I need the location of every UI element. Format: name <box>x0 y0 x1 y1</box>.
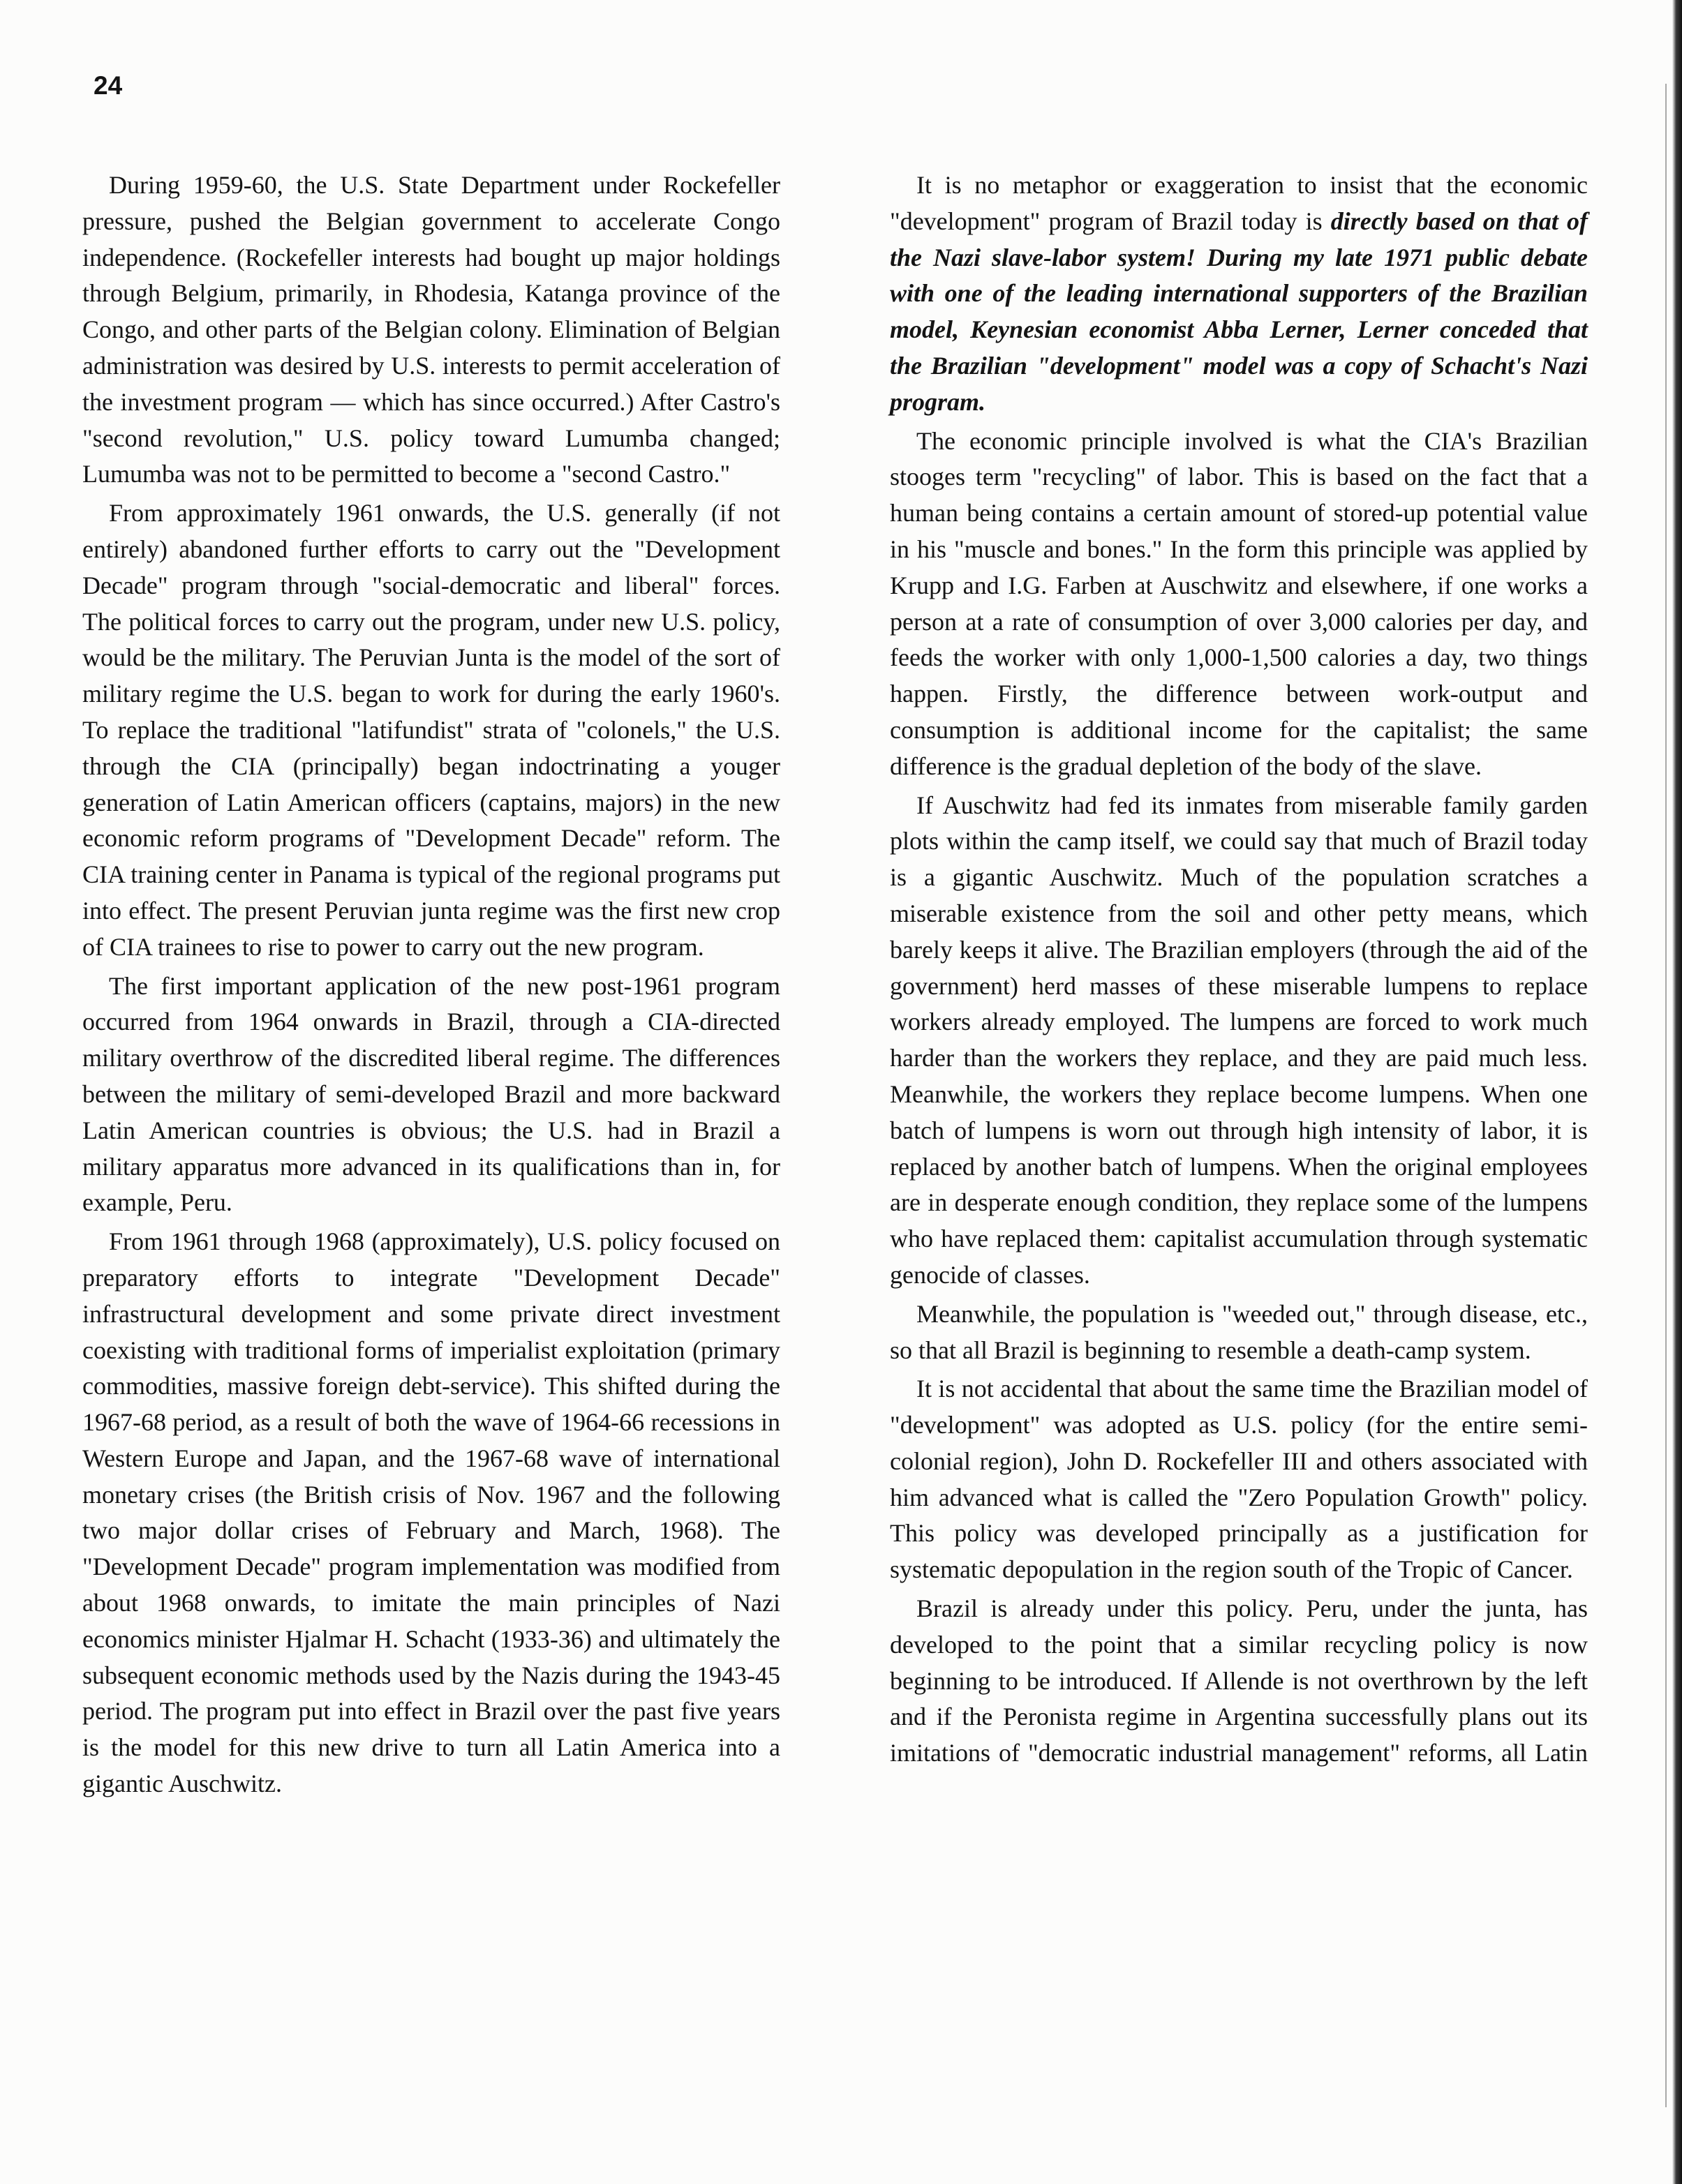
paragraph: It is not accidental that about the same time the Brazilian model of "development" was adopted as U.S. policy (for the entire semi-colonial region), John D. Rockefeller III and others associated with him advanced what is called the "Zero Population Growth" policy. This policy was developed principally as a justification for systematic depopulation in the region south of the Tropic of Cancer. <box>890 1375 1588 1584</box>
paragraph: If Auschwitz had fed its inmates from miserable family garden plots within the camp itself, we could say that much of Brazil today is a gigantic Auschwitz. Much of the population scratches a miserable existence from the soil and other petty means, which barely keeps it alive. The Brazilian employers (through the aid of the government) herd masses of these miserable lumpens to replace workers already employed. The lumpens are forced to work much harder than the workers they replace, and they are paid much less. Meanwhile, the workers they replace become lumpens. When one batch of lumpens is worn out through high intensity of labor, it is replaced by another batch of lumpens. When the original employees are in desperate enough condition, they replace some of the lumpens who have replaced them: capitalist accumulation through systematic genocide of classes. <box>890 791 1588 1289</box>
paragraph <box>890 167 1588 421</box>
paragraph: From approximately 1961 onwards, the U.S. generally (if not entirely) abandoned further efforts to carry out the "Development Decade" program through "social-democratic and liberal" forces. The political forces to carry out the program, under new U.S. policy, would be the military. The Peruvian Junta is the model of the sort of military regime the U.S. began to work for during the early 1960's. To replace the traditional "latifundist" strata of "colonels," the U.S. through the CIA (principally) began indoctrinating a youger generation of Latin American officers (captains, majors) in the new economic reform programs of "Development Decade" reform. The CIA training center in Panama is typical of the regional programs put into effect. The present Peruvian junta regime was the first new crop of CIA trainees to rise to power to carry out the new program. <box>82 499 780 961</box>
binding-shadow-line <box>1665 84 1667 2107</box>
paragraph: From 1961 through 1968 (approximately), U.S. policy focused on preparatory efforts to integrate "Development Decade" infrastructural development and some private direct investment coexisting with traditional forms of imperialist exploitation (primary commodities, massive foreign debt-service). This shifted during the 1967-68 period, as a result of both the wave of 1964-66 recessions in Western Europe and Japan, and the 1967-68 wave of international monetary crises (the British crisis of Nov. 1967 and the following two major dollar crises of February and March, 1968). The "Development Decade" program implementation was modified from about 1968 onwards, to imitate the main principles of Nazi economics minister Hjalmar H. Schacht (1933-36) and ultimately the subsequent economic methods used by the Nazis during the 1943-45 period. The program put into effect in Brazil over the past five years is the model for this new drive to turn all Latin America into a gigantic Auschwitz. <box>82 1227 780 1798</box>
page-number: 24 <box>94 71 123 100</box>
binding-edge <box>1672 0 1682 2184</box>
italic-emphasis: directly based on that of the Nazi slave-labor system! During my late 1971 public debate with one of the leading international supporters of the Brazilian model, Keynesian economist Abba Lerner, Lerner conceded that the Brazilian "development" model was a copy of Schacht's Nazi program. <box>890 207 1588 416</box>
paragraph: Meanwhile, the population is "weeded out," through disease, etc., so that all Brazil is beginning to resemble a death-camp system. <box>890 1299 1588 1364</box>
paragraph: Brazil is already under this policy. Peru, under the junta, has developed to the point that a similar recycling policy is now beginning to be introduced. If Allende is not overthrown by the left and if the Peronista regime in Argentina successfully plans out its imitations of "democratic industrial management" reforms, all Latin <box>890 1594 1588 1767</box>
paragraph: The economic principle involved is what the CIA's Brazilian stooges term "recycling" of labor. This is based on the fact that a human being contains a certain amount of stored-up potential value in his "muscle and bones." In the form this principle was applied by Krupp and I.G. Farben at Auschwitz and elsewhere, if one works a person at a rate of consumption of over 3,000 calories per day, and feeds the worker with only 1,000-1,500 calories a day, two things happen. Firstly, the difference between work-output and consumption is additional income for the capitalist; the same difference is the gradual depletion of the body of the slave. <box>890 426 1588 780</box>
paragraph-text: It is no metaphor or exaggeration to insist that the economic "development" program of Brazil today is <box>890 171 1588 235</box>
paragraph: During 1959-60, the U.S. State Department under Rockefeller pressure, pushed the Belgian government to accelerate Congo independence. (Rockefeller interests had bought up major holdings through Belgium, primarily, in Rhodesia, Katanga province of the Congo, and other parts of the Belgian colony. Elimination of Belgian administration was desired by U.S. interests to permit acceleration of the investment program — which has since occurred.) After Castro's "second revolution," U.S. policy toward Lumumba changed; Lumumba was not to be permitted to become a "second Castro." <box>82 171 780 488</box>
right-column <box>890 167 1588 1774</box>
left-column <box>82 167 780 1805</box>
paragraph: The first important application of the new post-1961 program occurred from 1964 onwards in Brazil, through a CIA-directed military overthrow of the discredited liberal regime. The differences between the military of semi-developed Brazil and more backward Latin American countries is obvious; the U.S. had in Brazil a military apparatus more advanced in its qualifications than in, for example, Peru. <box>82 971 780 1217</box>
